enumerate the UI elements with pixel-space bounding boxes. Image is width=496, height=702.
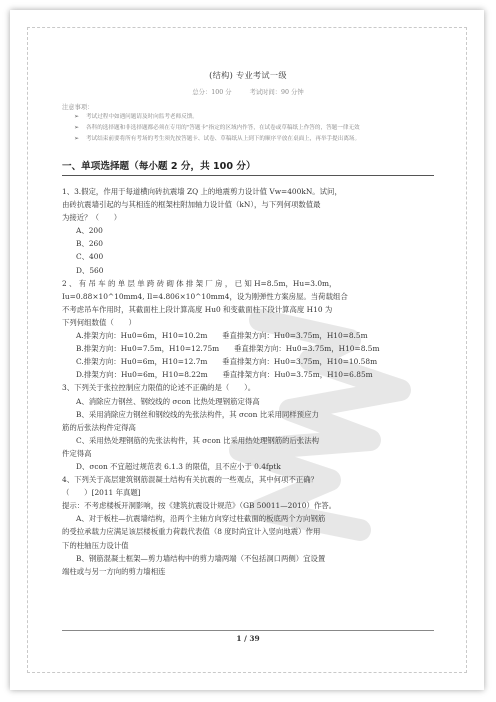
text-line: 下的柱轴压力设计值 — [62, 540, 129, 550]
option-line: A、消除应力钢丝、钢绞线的 σcon 比热处理钢筋定得高 — [76, 396, 260, 406]
text-line: 3、下列关于张拉控制应力限值的论述不正确的是（ ）。 — [62, 383, 256, 393]
notice-heading: 注意事项： — [62, 104, 94, 111]
option-line: D、560 — [76, 265, 104, 275]
option-line: D、σcon 不宜超过规范表 6.1.3 的限值，且不应小于 0.4fptk — [76, 461, 281, 471]
text-line: Iu=0.88×10^10mm4, Il=4.806×10^10mm4，设为刚弹性方案房屋。当荷载组合 — [62, 291, 348, 301]
notice-item: ➢ 考试结束前要将所有考场的考生须先按答题卡、试卷、草稿纸从上到下的顺序平放在桌面上，再举手提出离场。 — [74, 135, 361, 142]
question-body — [62, 185, 434, 578]
notice-list — [76, 112, 434, 144]
option-line: C.排架方向：Hu0=6m，H10=12.7m 垂直排架方向：Hu0=3.75m，H10=10.58m — [76, 357, 378, 367]
notice-item: ➢ 各科的选择题和非选择题都必须在专用的"答题卡"指定的区域内作答，在试卷或草稿纸上作答的，答题一律无效 — [74, 124, 360, 131]
text-line: 4、下列关于高层建筑钢筋混凝土结构有关抗震的一些观点，其中何项不正确？ — [62, 475, 318, 485]
notice-item: ➢ 考试过程中如遇问题请及时向监考老师反馈。 — [74, 113, 198, 120]
page-number: 1 / 39 — [236, 634, 260, 643]
option-line: B、采用消除应力钢丝和钢绞线的先张法构件，其 σcon 比采用同样预应力 — [76, 409, 319, 419]
arrow-bullet-icon: ➢ — [74, 113, 80, 120]
text-line: 筋的后张法构件定得高 — [62, 422, 136, 432]
text-line: 为接近？（ ） — [62, 213, 122, 223]
exam-time: 考试时间：90 分钟 — [249, 89, 304, 96]
option-line: C、采用热处理钢筋的先张法构件，其 σcon 比采用热处理钢筋的后张法构 — [76, 435, 320, 445]
footer-divider — [62, 630, 434, 631]
total-score: 总分：100 分 — [192, 89, 232, 96]
section-title: 一、单项选择题（每小题 2 分，共 100 分） — [62, 161, 256, 172]
option-line: D.排架方向：Hu0=6m，H10=8.22m 垂直排架方向：Hu0=3.75m，H10=6.85m — [76, 370, 373, 380]
option-line: B、钢筋混凝土框架—剪力墙结构中的剪力墙两端（不包括洞口两侧）宜设置 — [76, 553, 326, 563]
text-line: 提示：不考虑楼板开洞影响，按《建筑抗震设计规范》（GB 50011—2010）作答。 — [62, 501, 337, 511]
option-line: B、260 — [76, 239, 103, 249]
text-line: （ ）[2011 年真题] — [62, 488, 141, 498]
section-divider — [62, 175, 434, 176]
option-line: A.排架方向：Hu0=6m，H10=10.2m 垂直排架方向：Hu0=3.75m，H10=8.5m — [76, 331, 368, 341]
text-line: 2 、 有 吊 车 的 单 层 单 跨 砖 砌 体 排 架 厂 房 ， 已 知 H=8.5m，Hu=3.0m， — [62, 278, 337, 288]
text-line: 下列何组数值（ ） — [62, 317, 136, 327]
text-line: 件定得高 — [62, 448, 92, 458]
exam-title: (结构) 专业考试一级 — [209, 70, 287, 80]
text-line: 不考虑吊车作用时，其截面柱上段计算高度 Hu0 和变截面柱下段计算高度 H10 为 — [62, 304, 333, 314]
text-line: 端柱或与另一方向的剪力墙相连 — [62, 566, 166, 576]
text-line: 1、3.假定，作用于每道横向砖抗震墙 ZQ 上的地震剪力设计值 Vw=400kN。试问， — [62, 187, 342, 196]
option-line: C、400 — [76, 252, 104, 262]
exam-meta — [62, 87, 434, 96]
text-line: 的受拉承载力应满足该层楼板重力荷载代表值（8 度时尚宜计入竖向地震）作用 — [62, 527, 321, 537]
arrow-bullet-icon: ➢ — [74, 124, 80, 131]
option-line: A、对于板柱—抗震墙结构，沿两个主轴方向穿过柱截面的板底两个方向钢筋 — [76, 514, 326, 524]
text-line: 由砖抗震墙引起的与其相连的框架柱附加轴力设计值（kN），与下列何项数值最 — [62, 200, 321, 210]
option-line: A、200 — [76, 226, 103, 236]
page-content — [62, 64, 434, 578]
arrow-bullet-icon: ➢ — [74, 135, 80, 142]
option-line: B.排架方向：Hu0=7.5m，H10=12.75m 垂直排架方向：Hu0=3.75m，H10=8.5m — [76, 344, 380, 354]
